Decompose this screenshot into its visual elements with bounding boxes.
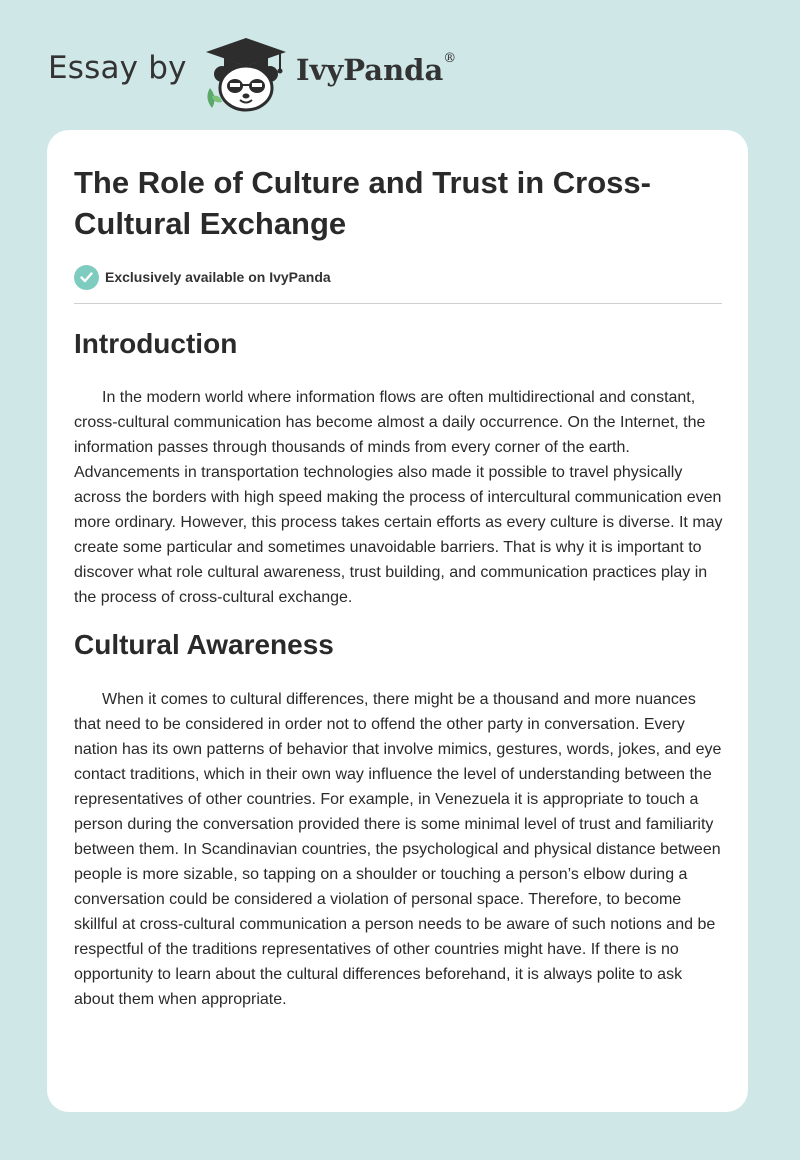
article-title: The Role of Culture and Trust in Cross-Cultural Exchange	[74, 165, 651, 241]
section-paragraph-cultural-awareness: When it comes to cultural differences, there might be a thousand and more nuances that need to be considered in order not to offend the other party in conversation. Every nation has its own patterns of behavior that involve mimics, gestures, words, jokes, and eye contact traditions, which in their own way influence the level of understanding between the representatives of other countries. For example, in Venezuela it is appropriate to touch a person during the conversation provided there is some minimal level of trust and familiarity between them. In Scandinavian countries, the psychological and physical distance between people is more sizable, so tapping on a shoulder or touching a person’s elbow during a conversation could be considered a violation of personal space. Therefore, to become skillful at cross-cultural communication a person needs to be aware of such notions and be respectful of the traditions representatives of other countries might have. If there is no opportunity to learn about the cultural differences beforehand, it is always polite to ask about them when appropriate.	[74, 691, 722, 1008]
section-paragraph-introduction: In the modern world where information flows are often multidirectional and constant, cross-cultural communication has become almost a daily occurrence. On the Internet, the information passes through thousands of minds from every corner of the earth. Advancements in transportation technologies also made it possible to travel physically across the borders with high speed making the process of intercultural communication even more ordinary. However, this process takes certain efforts as every culture is diverse. It may create some particular and sometimes unavoidable barriers. That is why it is important to discover what role cultural awareness, trust building, and communication practices play in the process of cross-cultural exchange.	[74, 389, 723, 606]
check-circle-icon	[74, 265, 99, 290]
panda-graduate-icon[interactable]	[200, 36, 292, 112]
exclusive-badge	[74, 264, 331, 290]
registered-mark: ®	[443, 51, 457, 66]
divider	[74, 303, 722, 304]
essay-by-label: Essay by	[48, 50, 187, 86]
badge-text: Exclusively available on IvyPanda	[105, 269, 331, 285]
section-heading-introduction: Introduction	[74, 328, 238, 359]
article-card	[47, 130, 748, 1112]
section-heading-cultural-awareness: Cultural Awareness	[74, 629, 334, 660]
site-header	[0, 0, 800, 130]
brand-name[interactable]	[296, 53, 456, 87]
brand-text: IvyPanda	[296, 53, 444, 87]
